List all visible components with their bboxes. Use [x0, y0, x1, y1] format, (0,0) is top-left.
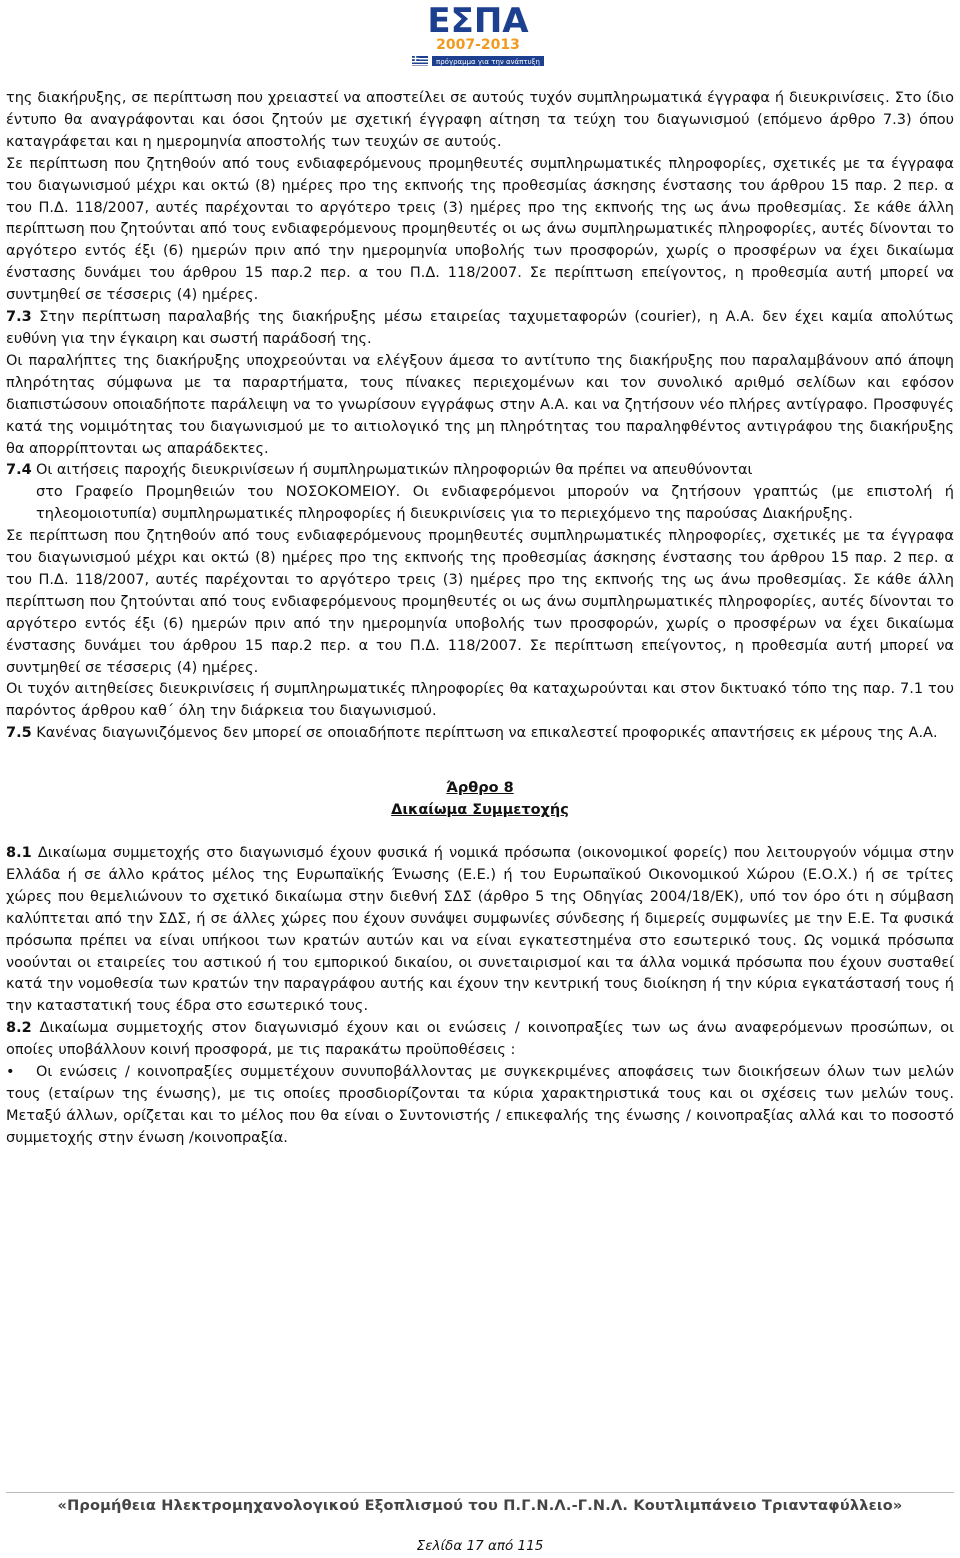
section-number: 7.3 — [6, 309, 32, 326]
footer-project-title: «Προμήθεια Ηλεκτρομηχανολογικού Εξοπλισμού του Π.Γ.Ν.Λ.-Γ.Ν.Λ. Κουτλιμπάνειο Τριανταφύλλειο» — [57, 1498, 903, 1514]
spacer — [6, 745, 954, 778]
paragraph: της διακήρυξης, σε περίπτωση που χρειαστεί να αποστείλει σε αυτούς τυχόν συμπληρωματικά έγγραφα ή διευκρινίσεις. Στο ίδιο έντυπο θα αναγράφονται και όσοι ζητούν με σχετική έγγραφη αίτηση τα τεύχη του διαγωνισμού (επόμενο άρθρο 7.3) όπου καταγράφεται και η ημερομηνία αποστολής των τευχών σε αυτούς. — [6, 90, 954, 150]
page-number: Σελίδα 17 από 115 — [416, 1538, 544, 1554]
section-8-1 — [6, 843, 954, 1018]
logo-text: ΕΣΠΑ — [427, 2, 529, 41]
logo-years: 2007-2013 — [436, 37, 520, 53]
paragraph: Οι παραλήπτες της διακήρυξης υποχρεούνται να ελέγξουν άμεσα το αντίτυπο της διακήρυξης που παραλαμβάνουν από άποψη πληρότητας σύμφωνα με τα παραρτήματα, τους πίνακες περιεχομένων και τον συνολικό αριθμό σελίδων και εφόσον διαπιστώσουν οποιαδήποτε παράλειψη να το γνωρίσουν εγγράφως στην Α.Α. και να ζητήσουν νέο πλήρες αντίγραφο. Προσφυγές κατά της νομιμότητας του διαγωνισμού με το αιτιολογικό της μη πληρότητας του παραληφθέντος αντιγράφου της διακήρυξης θα απορρίπτονται ως απαράδεκτες. — [6, 352, 954, 457]
spacer — [6, 822, 954, 843]
section-text: Κανένας διαγωνιζόμενος δεν μπορεί σε οποιαδήποτε περίπτωση να επικαλεστεί προφορικές απαντήσεις εκ μέρους της Α.Α. — [31, 725, 938, 742]
article-subtitle: Δικαίωμα Συμμετοχής — [391, 802, 569, 819]
section-text: Δικαίωμα συμμετοχής στον διαγωνισμό έχουν και οι ενώσεις / κοινοπραξίες των ως άνω αναφερόμενων προσώπων, οι οποίες υποβάλλουν κοινή προσφορά, με τις παρακάτω προϋποθέσεις : — [6, 1020, 954, 1059]
section-number: 7.4 — [6, 462, 32, 479]
paragraph: Σε περίπτωση που ζητηθούν από τους ενδιαφερόμενους προμηθευτές συμπληρωματικές πληροφορίες, σχετικές με τα έγγραφα του διαγωνισμού μέχρι και οκτώ (8) ημέρες προ της εκπνοής της προθεσμίας άσκησης ένστασης του άρθρου 15 παρ. 2 περ. α του Π.Δ. 118/2007, αυτές παρέχονται το αργότερο τρεις (3) ημέρες προ της εκπνοής της ως άνω προθεσμίας. Σε κάθε άλλη περίπτωση που ζητούνται από τους ενδιαφερόμενους προμηθευτές οι ως άνω συμπληρωματικές πληροφορίες, αυτές δίνονται το αργότερο εντός έξι (6) ημερών πριν από την ημερομηνία υποβολής των προσφορών, χωρίς ο προσφέρων να έχει δικαίωμα ένστασης δυνάμει του άρθρου 15 παρ.2 περ. α του Π.Δ. 118/2007. Σε περίπτωση επείγοντος, η προθεσμία αυτή μπορεί να συντμηθεί σε τέσσερις (4) ημέρες. — [6, 528, 954, 676]
greek-flag-icon — [412, 56, 428, 66]
section-text: Δικαίωμα συμμετοχής στο διαγωνισμό έχουν φυσικά ή νομικά πρόσωπα (οικονομικοί φορείς) που λειτουργούν νόμιμα στην Ελλάδα ή σε άλλο κράτος μέλος της Ευρωπαϊκής Ένωσης (Ε.Ε.) ή του Ευρωπαϊκού Οικονομικού Χώρου (Ε.Ο.Χ.) ή σε τρίτες χώρες που θεμελιώνουν το σχετικό δικαίωμα στην διεθνή ΣΔΣ (άρθρο 5 της Οδηγίας 2004/18/ΕΚ), υπό τον όρο ότι η σύμβαση καλύπτεται από την ΣΔΣ, ή σε άλλες χώρες που έχουν συνάψει συμφωνίες σύνδεσης ή διμερείς συμφωνίες με την Ε.Ε. Τα φυσικά πρόσωπα πρέπει να είναι υπήκοοι των κρατών αυτών και να είναι εγκατεστημένα στο εσωτερικό τους. Ως νομικά πρόσωπα νοούνται οι εταιρείες του αστικού ή του εμπορικού δικαίου, οι συνεταιρισμοί και τα άλλα νομικά πρόσωπα που έχουν συσταθεί κατά την νομοθεσία των κρατών την παραγράφου αυτής και έχουν την κεντρική τους διοίκηση ή την κύρια εγκατάστασή τους ή την καταστατική τους έδρα στο εσωτερικό τους. — [6, 845, 954, 1015]
logo-slogan: πρόγραμμα για την ανάπτυξη — [436, 58, 540, 66]
footer-divider — [6, 1492, 954, 1493]
section-7-4 — [6, 460, 954, 482]
espa-logo — [398, 2, 558, 68]
section-7-3 — [6, 307, 954, 351]
bullet-item — [6, 1062, 954, 1150]
paragraph: Σε περίπτωση που ζητηθούν από τους ενδιαφερόμενους προμηθευτές συμπληρωματικές πληροφορίες, σχετικές με τα έγγραφα του διαγωνισμού μέχρι και οκτώ (8) ημέρες προ της εκπνοής της προθεσμίας άσκησης ένστασης του άρθρου 15 παρ. 2 περ. α του Π.Δ. 118/2007, αυτές παρέχονται το αργότερο τρεις (3) ημέρες προ της εκπνοής της ως άνω προθεσμίας. Σε κάθε άλλη περίπτωση που ζητούνται από τους ενδιαφερόμενους προμηθευτές οι ως άνω συμπληρωματικές πληροφορίες, αυτές δίνονται το αργότερο εντός έξι (6) ημερών πριν από την ημερομηνία υποβολής των προσφορών, χωρίς ο προσφέρων να έχει δικαίωμα ένστασης δυνάμει του άρθρου 15 παρ.2 περ. α του Π.Δ. 118/2007. Σε περίπτωση επείγοντος, η προθεσμία αυτή μπορεί να συντμηθεί σε τέσσερις (4) ημέρες. — [6, 155, 954, 304]
section-7-5 — [6, 723, 954, 745]
bullet-text: Οι ενώσεις / κοινοπραξίες συμμετέχουν συνυποβάλλοντας με συγκεκριμένες αποφάσεις των διοικήσεων όλων των μελών τους (εταίρων της ένωσης), με τις οποίες προσδιορίζονται τα κύρια χαρακτηριστικά τους και οι σχέσεις των μελών τους. Μεταξύ άλλων, ορίζεται και το μέλος που θα είναι ο Συντονιστής / επικεφαλής της ένωσης / κοινοπραξίας αλλά και το ποσοστό συμμετοχής στην ένωση /κοινοπραξία. — [6, 1064, 954, 1146]
section-text: Οι αιτήσεις παροχής διευκρινίσεων ή συμπληρωματικών πληροφοριών θα πρέπει να απευθύνονται — [36, 462, 753, 479]
document-body — [6, 88, 954, 1150]
bullet-icon: • — [6, 1064, 15, 1081]
article-title: Άρθρο 8 — [446, 780, 514, 797]
section-text: Στην περίπτωση παραλαβής της διακήρυξης μέσω εταιρείας ταχυμεταφορών (courier), η Α.Α. δεν έχει καμία απολύτως ευθύνη για την έγκαιρη και σωστή παράδοσή της. — [6, 309, 954, 347]
section-number: 8.2 — [6, 1020, 32, 1037]
section-number: 8.1 — [6, 845, 32, 861]
section-7-4-continued: στο Γραφείο Προμηθειών του ΝΟΣΟΚΟΜΕΙΟΥ. Οι ενδιαφερόμενοι μπορούν να ζητήσουν γραπτώς (με επιστολή ή τηλεομοιοτυπία) συμπληρωματικές πληροφορίες ή διευκρινίσεις για το περιεχόμενο της παρούσας Διακήρυξης. — [36, 484, 954, 523]
section-8-2 — [6, 1018, 954, 1062]
paragraph: Οι τυχόν αιτηθείσες διευκρινίσεις ή συμπληρωματικές πληροφορίες θα καταχωρούνται και στον δικτυακό τόπο της παρ. 7.1 του παρόντος άρθρου καθ΄ όλη την διάρκεια του διαγωνισμού. — [6, 681, 954, 720]
section-number: 7.5 — [6, 725, 32, 742]
